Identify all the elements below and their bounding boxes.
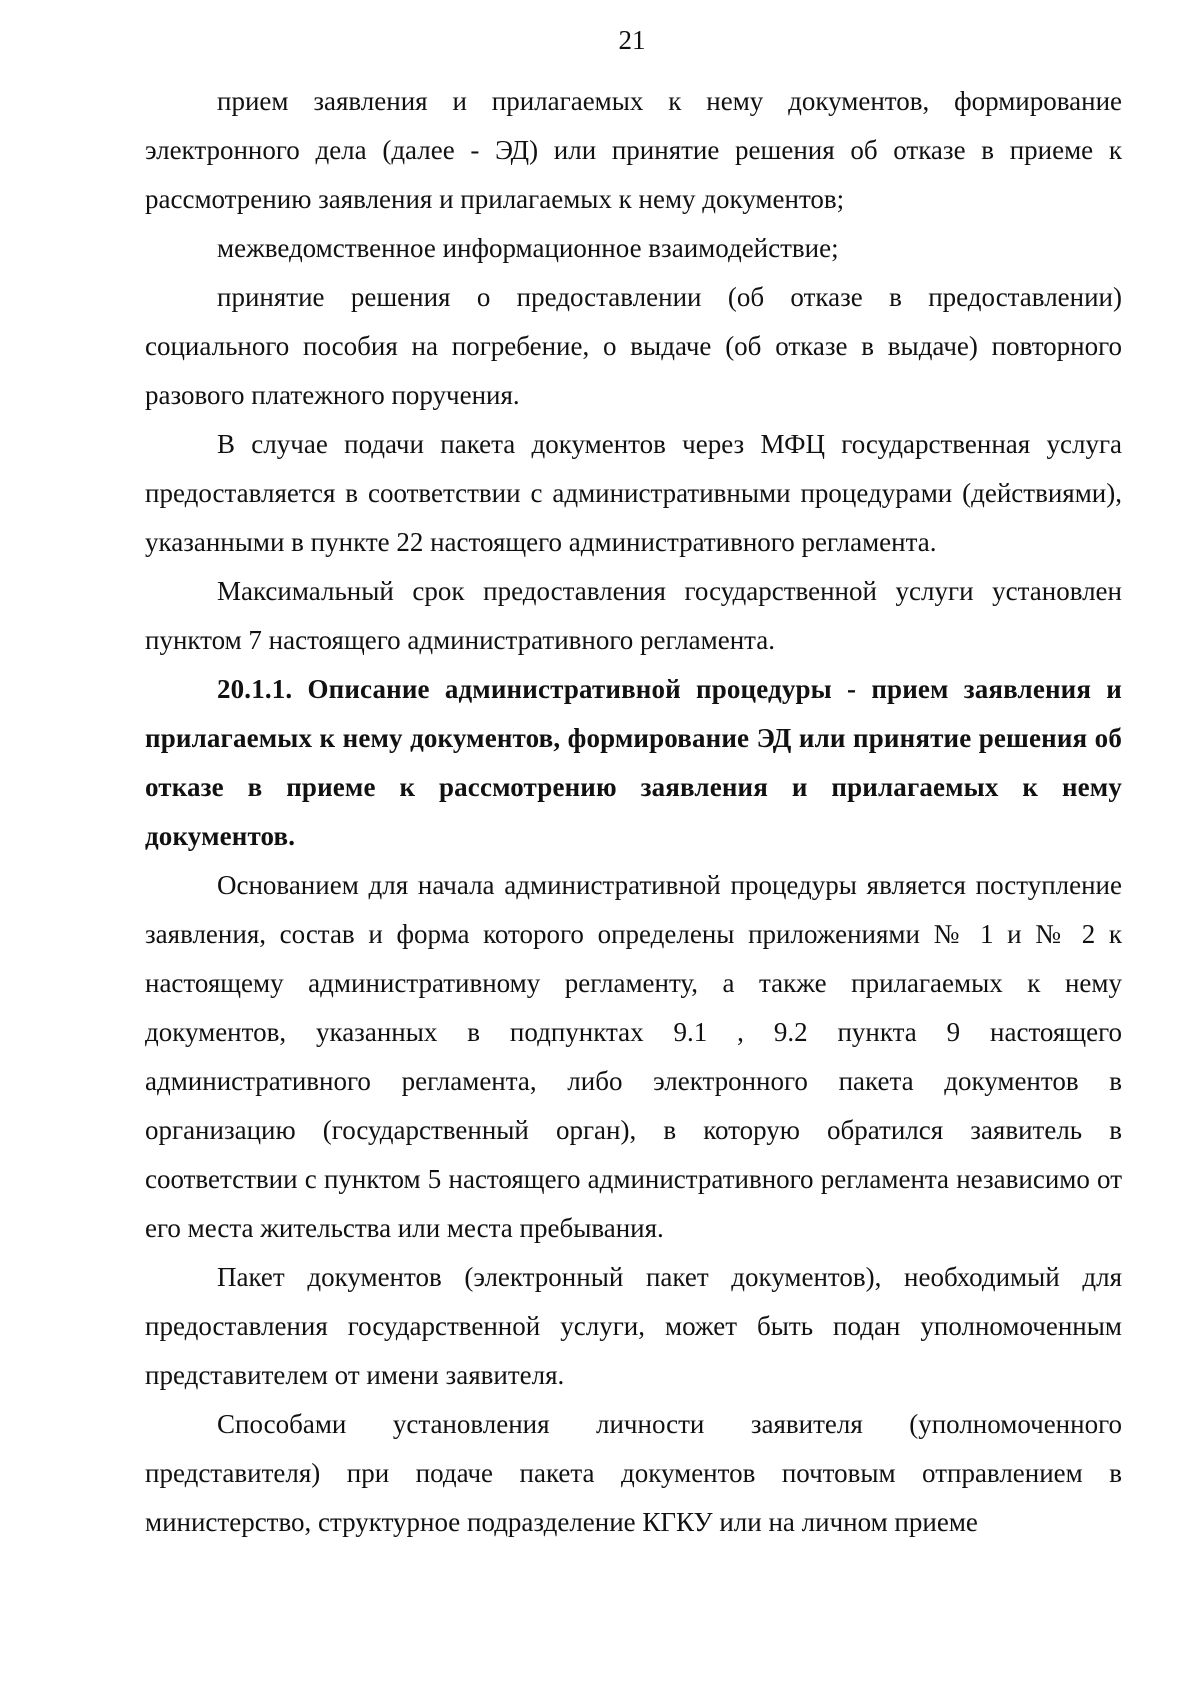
section-heading-20-1-1: 20.1.1. Описание административной процедуры - прием заявления и прилагаемых к нему документов, формирование ЭД или принятие решения об отказе в приеме к рассмотрению заявления и прилагаемых к нему документов. <box>145 674 1122 851</box>
paragraph-representative-submission: Пакет документов (электронный пакет документов), необходимый для предоставления государственной услуги, может быть подан уполномоченным представителем от имени заявителя. <box>145 1262 1122 1390</box>
paragraph-identity-methods: Способами установления личности заявителя (уполномоченного представителя) при подаче пакета документов почтовым отправлением в министерство, структурное подразделение КГКУ или на личном приеме <box>145 1409 1122 1537</box>
paragraph-maximum-term: Максимальный срок предоставления государственной услуги установлен пунктом 7 настоящего административного регламента. <box>145 576 1122 655</box>
paragraph-procedure-list-item-3: принятие решения о предоставлении (об отказе в предоставлении) социального пособия на погребение, о выдаче (об отказе в выдаче) повторного разового платежного поручения. <box>145 282 1122 410</box>
paragraph-procedure-list-item-1: прием заявления и прилагаемых к нему документов, формирование электронного дела (далее - ЭД) или принятие решения об отказе в приеме к рассмотрению заявления и прилагаемых к нему документов; <box>145 86 1122 214</box>
document-body <box>145 77 1122 1547</box>
paragraph-procedure-list-item-2: межведомственное информационное взаимодействие; <box>217 233 839 263</box>
paragraph-mfc-procedures: В случае подачи пакета документов через МФЦ государственная услуга предоставляется в соответствии с административными процедурами (действиями), указанными в пункте 22 настоящего административного регламента. <box>145 429 1122 557</box>
page-number: 21 <box>618 25 646 55</box>
paragraph-procedure-basis: Основанием для начала административной процедуры является поступление заявления, состав и форма которого определены приложениями № 1 и № 2 к настоящему административному регламенту, а также прилагаемых к нему документов, указанных в подпунктах 9.1 , 9.2 пункта 9 настоящего административного регламента, либо электронного пакета документов в организацию (государственный орган), в которую обратился заявитель в соответствии с пунктом 5 настоящего административного регламента независимо от его места жительства или места пребывания. <box>145 870 1122 1243</box>
